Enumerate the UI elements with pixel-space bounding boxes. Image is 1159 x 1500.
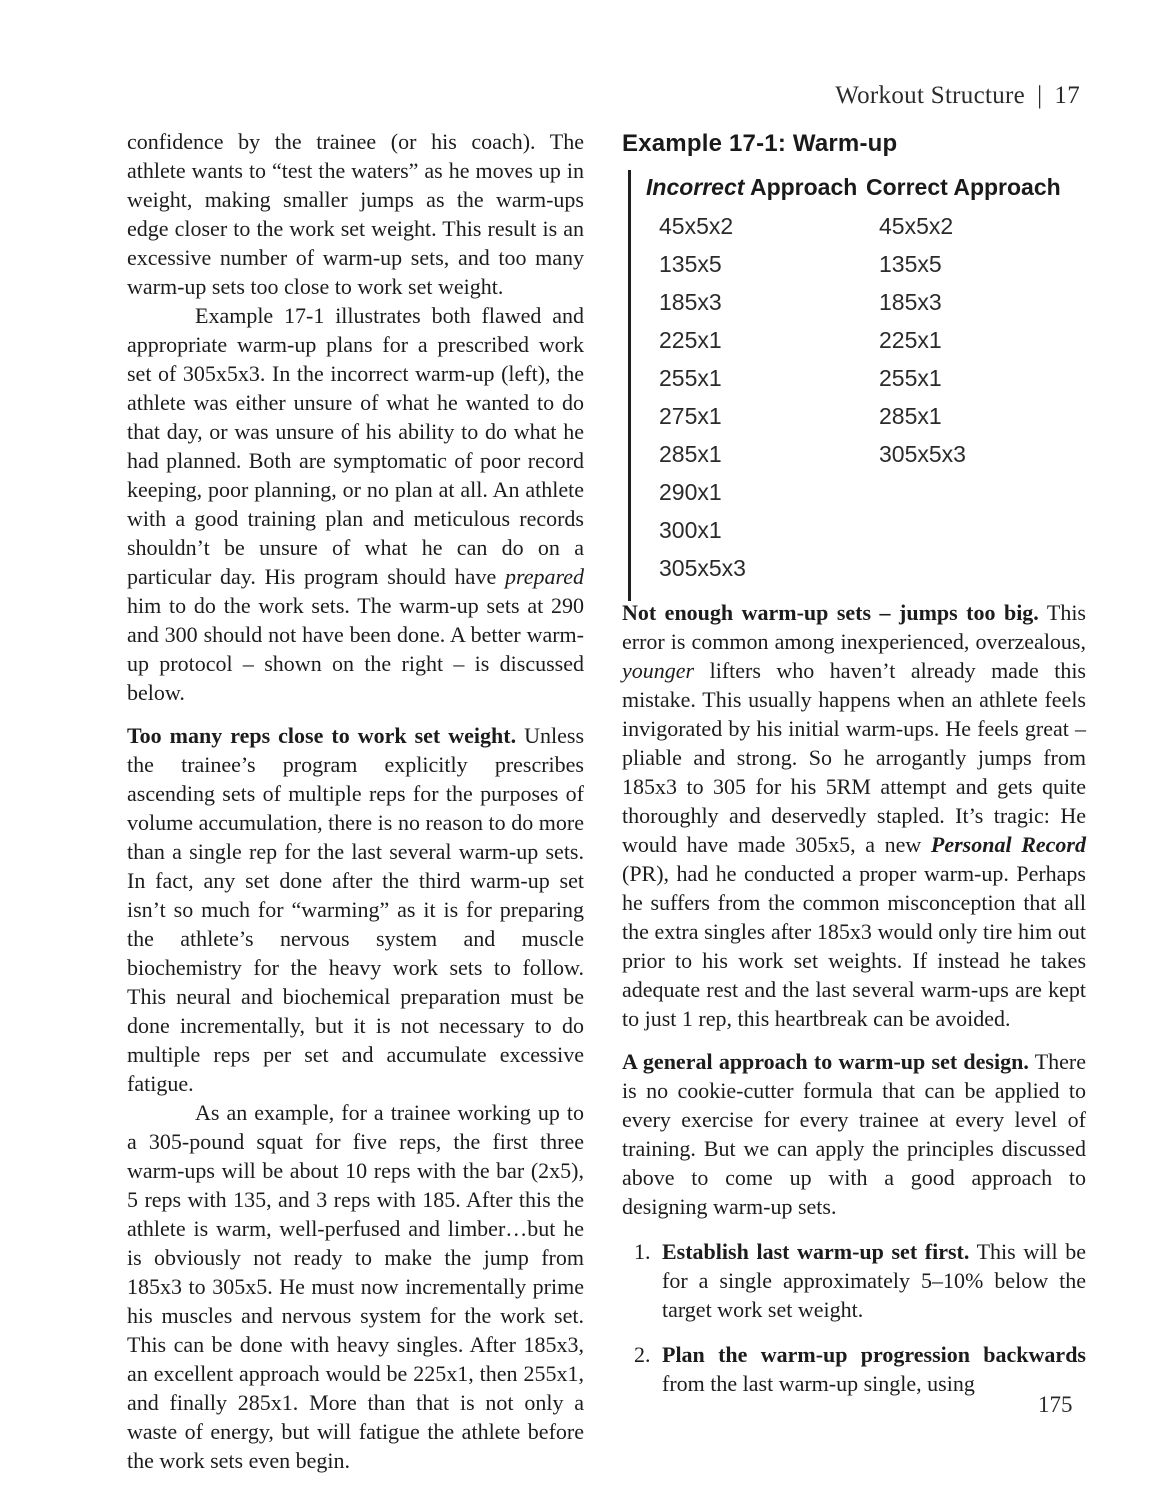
set-value: 285x1 bbox=[879, 403, 942, 429]
paragraph-text: This error is common among inexperienced, overzealous, bbox=[622, 600, 1086, 654]
warmup-comparison-table bbox=[628, 170, 1086, 601]
set-value: 305x5x3 bbox=[659, 555, 746, 581]
paragraph-too-many-reps bbox=[127, 721, 584, 1098]
incorrect-approach-values bbox=[646, 207, 866, 587]
paragraph-example-17-1 bbox=[127, 301, 584, 707]
incorrect-approach-column bbox=[646, 174, 866, 587]
right-column bbox=[622, 598, 1086, 1398]
page-number: 175 bbox=[1038, 1392, 1073, 1417]
list-item bbox=[634, 1237, 1086, 1324]
running-head-chapter-number: 17 bbox=[1054, 82, 1080, 109]
running-head-divider: | bbox=[1037, 82, 1043, 109]
paragraph-text: (PR), had he conducted a proper warm-up. Perhaps he suffers from the common misconception that all the extra singles after 185x3 would only tire him out prior to his work set weights. If instead he takes adequate rest and the last several warm-ups are kept to just 1 rep, this heartbreak can be avoided. bbox=[622, 861, 1086, 1031]
bold-italic-phrase: Personal Record bbox=[930, 832, 1086, 857]
paragraph-text: him to do the work sets. The warm-up sets at 290 and 300 should not have been done. A better warm-up protocol – shown on the right – is discussed below. bbox=[127, 593, 584, 705]
paragraph-confidence bbox=[127, 127, 584, 301]
paragraph-as-an-example bbox=[127, 1098, 584, 1475]
paragraph-text: There is no cookie-cutter formula that can be applied to every exercise for every trainee at every level of training. But we can apply the principles discussed above to come up with a good approach to designing warm-up sets. bbox=[622, 1049, 1086, 1219]
paragraph-text: from the last warm-up single, using bbox=[662, 1371, 975, 1396]
paragraph-text: Example 17-1 illustrates both flawed and appropriate warm-up plans for a prescribed work set of 305x5x3. In the incorrect warm-up (left), the athlete was either unsure of what he wanted to do that day, or was unsure of his ability to do what he had planned. Both are symptomatic of poor record keeping, poor planning, or no plan at all. An athlete with a good training plan and meticulous records shouldn’t be unsure of what he can do on a particular day. His program should have bbox=[127, 303, 584, 589]
list-item-lead-in: Plan the warm-up progression backwards bbox=[662, 1342, 1086, 1367]
paragraph-text: confidence by the trainee (or his coach). The athlete wants to “test the waters” as he moves up in weight, making smaller jumps as the warm-ups edge closer to the work set weight. This result is an excessive number of warm-up sets, and too many warm-up sets too close to work set weight. bbox=[127, 129, 584, 299]
approach-label: Approach bbox=[744, 174, 858, 200]
paragraph-text: Unless the trainee’s program explicitly prescribes ascending sets of multiple reps for the purposes of volume accumulation, there is no reason to do more than a single rep for the last several warm-up sets. In fact, any set done after the third warm-up set isn’t so much for “warming” as it is for preparing the athlete’s nervous system and muscle biochemistry for the heavy work sets to follow. This neural and biochemical preparation must be done incrementally, but it is not necessary to do multiple reps per set and accumulate excessive fatigue. bbox=[127, 723, 585, 1096]
set-value: 305x5x3 bbox=[879, 441, 966, 467]
running-head bbox=[835, 82, 1080, 110]
paragraph-lead-in: A general approach to warm-up set design. bbox=[622, 1049, 1029, 1074]
incorrect-approach-header bbox=[646, 174, 866, 201]
paragraph-lead-in: Too many reps close to work set weight. bbox=[127, 723, 517, 748]
list-item-lead-in: Establish last warm-up set first. bbox=[662, 1239, 970, 1264]
set-value: 285x1 bbox=[659, 441, 722, 467]
paragraph-text: As an example, for a trainee working up to a 305-pound squat for five reps, the first three warm-ups will be about 10 reps with the bar (2x5), 5 reps with 135, and 3 reps with 185. After this the athlete is warm, well-perfused and limber…but he is obviously not ready to make the jump from 185x3 to 305x5. He must now incrementally prime his muscles and nervous system for the work set. This can be done with heavy singles. After 185x3, an excellent approach would be 225x1, then 255x1, and finally 285x1. More than that is not only a waste of energy, but will fatigue the athlete before the work sets even begin. bbox=[127, 1100, 584, 1473]
set-value: 185x3 bbox=[659, 289, 722, 315]
incorrect-label: Incorrect bbox=[646, 174, 745, 200]
set-value: 185x3 bbox=[879, 289, 942, 315]
set-value: 225x1 bbox=[659, 327, 722, 353]
correct-approach-column bbox=[866, 174, 1086, 587]
italic-word: younger bbox=[622, 658, 695, 683]
italic-word: prepared bbox=[504, 564, 584, 589]
set-value: 255x1 bbox=[659, 365, 722, 391]
list-item-text bbox=[662, 1237, 1086, 1324]
running-head-title: Workout Structure bbox=[835, 82, 1026, 109]
paragraph-text: lifters who haven’t already made this mistake. This usually happens when an athlete feels invigorated by his initial warm-ups. He feels great – pliable and strong. So he arrogantly jumps from 185x3 to 305 for his 5RM attempt and gets quite thoroughly and deservedly stapled. It’s tragic: He would have made 305x5, a new bbox=[622, 658, 1086, 857]
paragraph-text: This will be for a single approximately 5–10% below the target work set weight. bbox=[662, 1239, 1086, 1322]
paragraph-lead-in: Not enough warm-up sets – jumps too big. bbox=[622, 600, 1039, 625]
list-item-number: 1. bbox=[634, 1239, 651, 1264]
left-column bbox=[127, 127, 584, 1475]
list-item-text bbox=[662, 1340, 1086, 1398]
paragraph-general-approach bbox=[622, 1047, 1086, 1221]
warmup-design-steps-list bbox=[622, 1237, 1086, 1398]
set-value: 225x1 bbox=[879, 327, 942, 353]
set-value: 300x1 bbox=[659, 517, 722, 543]
set-value: 45x5x2 bbox=[659, 213, 734, 239]
correct-approach-values bbox=[866, 207, 1086, 473]
correct-approach-label: Correct Approach bbox=[866, 174, 1061, 200]
set-value: 255x1 bbox=[879, 365, 942, 391]
set-value: 275x1 bbox=[659, 403, 722, 429]
example-title: Example 17-1: Warm-up bbox=[622, 130, 898, 157]
list-item-number: 2. bbox=[634, 1342, 651, 1367]
paragraph-not-enough-warmups bbox=[622, 598, 1086, 1033]
set-value: 135x5 bbox=[659, 251, 722, 277]
set-value: 290x1 bbox=[659, 479, 722, 505]
set-value: 135x5 bbox=[879, 251, 942, 277]
example-17-1-block bbox=[622, 130, 1086, 601]
correct-approach-header bbox=[866, 174, 1086, 201]
set-value: 45x5x2 bbox=[879, 213, 954, 239]
list-item bbox=[634, 1340, 1086, 1398]
